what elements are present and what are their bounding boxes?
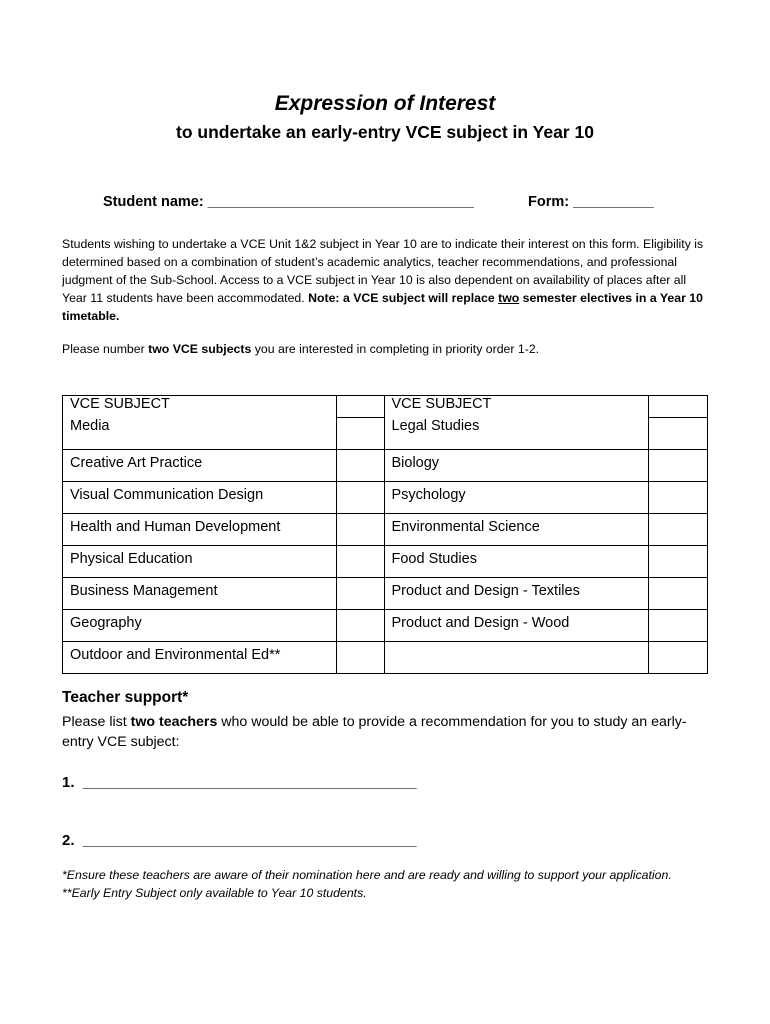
priority-box[interactable] — [336, 514, 384, 546]
subject-label: Product and Design - Wood — [391, 615, 570, 631]
subject-left — [63, 482, 337, 514]
subject-left — [63, 546, 337, 578]
page-title: Expression of Interest — [274, 92, 496, 115]
subject-left — [63, 578, 337, 610]
intro-note-a: Note: a VCE subject will replace — [308, 291, 499, 305]
priority-box[interactable] — [649, 450, 708, 482]
intro-note-b: semester electives in a Year 10 timetable. — [62, 291, 703, 323]
subject-right — [384, 546, 649, 578]
subject-right — [384, 578, 649, 610]
header-priority-left — [336, 396, 384, 418]
table-row — [63, 418, 708, 450]
subject-label: Environmental Science — [391, 519, 540, 535]
subject-right — [384, 610, 649, 642]
header-right: VCE SUBJECT — [384, 396, 649, 418]
instruction-post: you are interested in completing in priority order 1-2. — [251, 342, 540, 356]
priority-box[interactable] — [649, 610, 708, 642]
teacher-2-field[interactable]: 2. ________________________________________ — [62, 832, 417, 849]
table-row — [63, 482, 708, 514]
subjects-table — [62, 395, 708, 674]
priority-box[interactable] — [649, 546, 708, 578]
priority-box[interactable] — [649, 482, 708, 514]
subject-label: Biology — [391, 455, 440, 471]
teacher-support-text — [62, 712, 712, 752]
priority-box[interactable] — [649, 578, 708, 610]
ts-bold: two teachers — [130, 714, 218, 730]
teacher-1-field[interactable]: 1. ________________________________________ — [62, 774, 417, 791]
ts-post: who would be able to provide a recommendation for you to study an early-entry VCE subject: — [62, 714, 687, 750]
priority-box[interactable] — [649, 642, 708, 674]
priority-box[interactable] — [336, 546, 384, 578]
subject-label: Outdoor and Environmental Ed** — [70, 647, 281, 663]
table-row — [63, 578, 708, 610]
intro-paragraph — [62, 235, 712, 325]
teacher-support-heading: Teacher support* — [62, 689, 189, 706]
priority-box[interactable] — [336, 482, 384, 514]
priority-box[interactable] — [649, 418, 708, 450]
subject-label: Product and Design - Textiles — [391, 583, 580, 599]
intro-note-underline: two — [498, 291, 520, 305]
instruction-pre: Please number — [62, 342, 149, 356]
ts-pre: Please list — [62, 714, 131, 730]
instruction — [62, 342, 712, 356]
table-row — [63, 610, 708, 642]
subject-label: Physical Education — [70, 551, 193, 567]
header-left: VCE SUBJECT — [63, 396, 337, 418]
subject-right — [384, 514, 649, 546]
subject-right — [384, 450, 649, 482]
table-row — [63, 450, 708, 482]
subject-label: Business Management — [70, 583, 218, 599]
priority-box[interactable] — [336, 418, 384, 450]
priority-box[interactable] — [336, 450, 384, 482]
subject-label: Psychology — [391, 487, 466, 503]
table-row — [63, 546, 708, 578]
subject-label: Creative Art Practice — [70, 455, 203, 471]
subject-right: Legal Studies — [384, 418, 649, 450]
priority-box[interactable] — [336, 610, 384, 642]
subject-right-empty — [384, 642, 649, 674]
subject-label: Geography — [70, 615, 142, 631]
table-row — [63, 642, 708, 674]
page-subtitle: to undertake an early-entry VCE subject in Year 10 — [176, 122, 594, 142]
priority-box[interactable] — [336, 642, 384, 674]
priority-box[interactable] — [336, 578, 384, 610]
header-priority-right — [649, 396, 708, 418]
subject-left — [63, 642, 337, 674]
subject-right — [384, 482, 649, 514]
form-field[interactable]: Form: __________ — [528, 194, 654, 210]
intro-text: Students wishing to undertake a VCE Unit 1&2 subject in Year 10 are to indicate their interest on this form. Eligibility is determined based on a combination of student’s academic analytics, teacher recommendations, and professional judgment of the Sub-School. Access to a VCE subject in Year 10 is also dependent on availability of places after all Year 11 students have been accommodated. — [62, 237, 704, 305]
footnotes — [62, 866, 712, 902]
subject-left: Media — [63, 418, 337, 450]
footnote-1: *Ensure these teachers are aware of their nomination here and are ready and willing to support your application. — [62, 868, 672, 882]
student-name-field[interactable]: Student name: _________________________________ — [103, 194, 474, 210]
table-header-row — [63, 396, 708, 418]
subject-left — [63, 514, 337, 546]
subject-label: Visual Communication Design — [70, 487, 264, 503]
priority-box[interactable] — [649, 514, 708, 546]
subject-left — [63, 610, 337, 642]
subject-label: Food Studies — [391, 551, 477, 567]
subject-label: Health and Human Development — [70, 519, 281, 535]
instruction-bold: two VCE subjects — [148, 342, 252, 356]
footnote-2: **Early Entry Subject only available to Year 10 students. — [62, 886, 367, 900]
subject-left — [63, 450, 337, 482]
table-row — [63, 514, 708, 546]
